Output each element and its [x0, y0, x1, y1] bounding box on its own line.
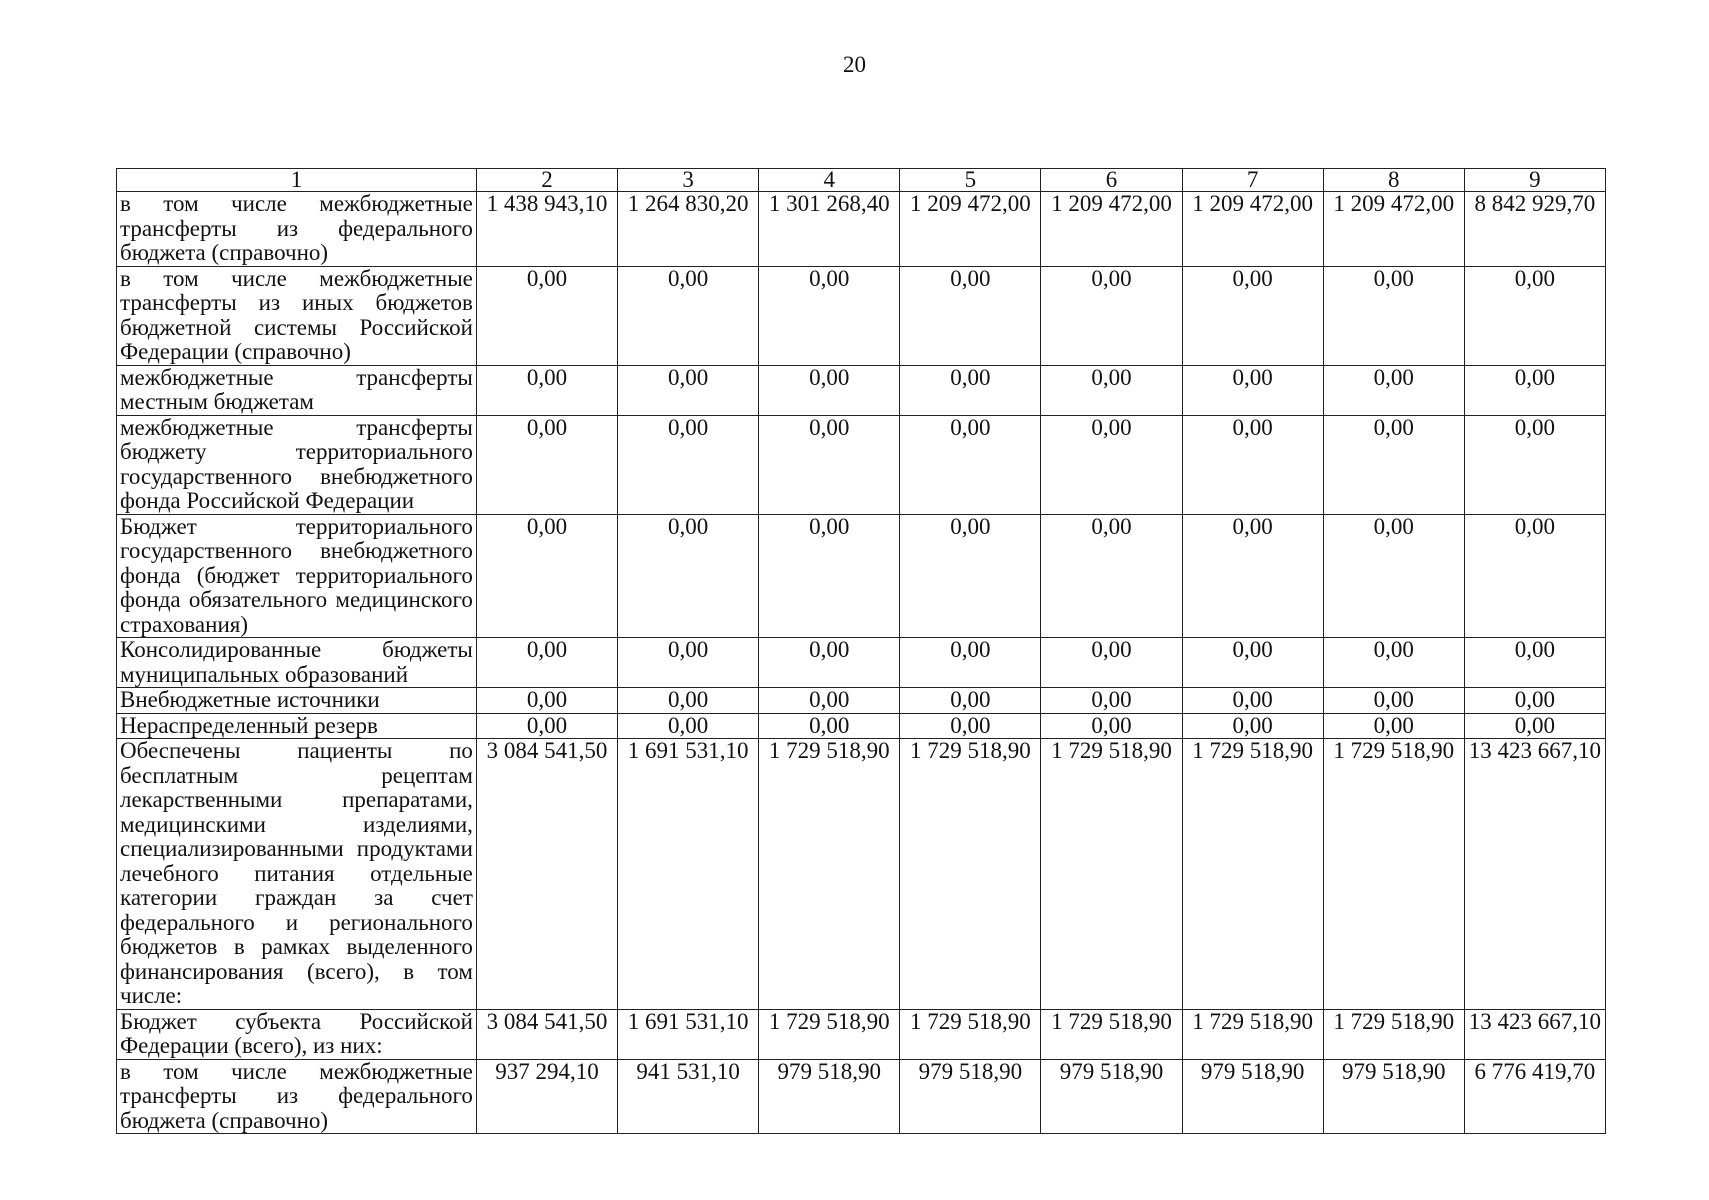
- cell-value: 1 209 472,00: [1182, 192, 1323, 267]
- cell-value: 1 729 518,90: [1041, 739, 1182, 1010]
- cell-value: 8 842 929,70: [1464, 192, 1605, 267]
- cell-value: 0,00: [618, 638, 759, 688]
- cell-value: 0,00: [476, 514, 617, 638]
- cell-value: 1 209 472,00: [1041, 192, 1182, 267]
- cell-value: 941 531,10: [618, 1059, 759, 1134]
- table-row: [117, 192, 1606, 267]
- column-number: 9: [1464, 169, 1605, 192]
- cell-value: 0,00: [476, 266, 617, 365]
- cell-value: 0,00: [1182, 713, 1323, 739]
- cell-value: 0,00: [1041, 713, 1182, 739]
- cell-value: 0,00: [476, 688, 617, 714]
- cell-value: 0,00: [476, 365, 617, 415]
- cell-value: 0,00: [759, 266, 900, 365]
- cell-value: 1 438 943,10: [476, 192, 617, 267]
- cell-value: 0,00: [759, 514, 900, 638]
- row-label: Бюджет субъекта Российской Федерации (всего), из них:: [117, 1009, 477, 1059]
- cell-value: 0,00: [900, 365, 1041, 415]
- cell-value: 0,00: [900, 266, 1041, 365]
- row-label: в том числе межбюджетные трансферты из иных бюджетов бюджетной системы Российской Федерации (справочно): [117, 266, 477, 365]
- cell-value: 979 518,90: [1182, 1059, 1323, 1134]
- cell-value: 0,00: [759, 688, 900, 714]
- cell-value: 0,00: [1182, 688, 1323, 714]
- row-label: в том числе межбюджетные трансферты из федерального бюджета (справочно): [117, 192, 477, 267]
- column-number: 2: [476, 169, 617, 192]
- cell-value: 979 518,90: [900, 1059, 1041, 1134]
- cell-value: 0,00: [1182, 365, 1323, 415]
- cell-value: 1 209 472,00: [900, 192, 1041, 267]
- table-row: [117, 739, 1606, 1010]
- cell-value: 0,00: [1464, 514, 1605, 638]
- cell-value: 0,00: [1182, 266, 1323, 365]
- cell-value: 0,00: [1464, 638, 1605, 688]
- cell-value: 1 729 518,90: [1182, 1009, 1323, 1059]
- table-row: [117, 1059, 1606, 1134]
- row-label: межбюджетные трансферты местным бюджетам: [117, 365, 477, 415]
- row-label: Внебюджетные источники: [117, 688, 477, 714]
- cell-value: 1 301 268,40: [759, 192, 900, 267]
- cell-value: 0,00: [1041, 266, 1182, 365]
- budget-table: [116, 168, 1606, 1134]
- cell-value: 937 294,10: [476, 1059, 617, 1134]
- table-row: [117, 514, 1606, 638]
- cell-value: 0,00: [1323, 713, 1464, 739]
- cell-value: 0,00: [1464, 688, 1605, 714]
- cell-value: 1 691 531,10: [618, 1009, 759, 1059]
- cell-value: 0,00: [900, 415, 1041, 514]
- cell-value: 0,00: [1041, 514, 1182, 638]
- cell-value: 979 518,90: [759, 1059, 900, 1134]
- column-number: 6: [1041, 169, 1182, 192]
- table-row: [117, 415, 1606, 514]
- table-row: [117, 365, 1606, 415]
- cell-value: 0,00: [1041, 365, 1182, 415]
- cell-value: 0,00: [476, 638, 617, 688]
- cell-value: 0,00: [1182, 514, 1323, 638]
- column-number: 1: [117, 169, 477, 192]
- cell-value: 0,00: [1323, 415, 1464, 514]
- cell-value: 979 518,90: [1323, 1059, 1464, 1134]
- row-label: в том числе межбюджетные трансферты из федерального бюджета (справочно): [117, 1059, 477, 1134]
- cell-value: 0,00: [1464, 713, 1605, 739]
- cell-value: 0,00: [1041, 688, 1182, 714]
- table-row: [117, 638, 1606, 688]
- cell-value: 1 729 518,90: [900, 739, 1041, 1010]
- cell-value: 1 729 518,90: [1041, 1009, 1182, 1059]
- cell-value: 0,00: [618, 713, 759, 739]
- cell-value: 1 264 830,20: [618, 192, 759, 267]
- cell-value: 6 776 419,70: [1464, 1059, 1605, 1134]
- cell-value: 0,00: [476, 415, 617, 514]
- cell-value: 979 518,90: [1041, 1059, 1182, 1134]
- column-number-row: [117, 169, 1606, 192]
- cell-value: 1 729 518,90: [900, 1009, 1041, 1059]
- cell-value: 1 691 531,10: [618, 739, 759, 1010]
- table-row: [117, 1009, 1606, 1059]
- column-number: 8: [1323, 169, 1464, 192]
- cell-value: 0,00: [1182, 638, 1323, 688]
- cell-value: 0,00: [759, 415, 900, 514]
- cell-value: 1 209 472,00: [1323, 192, 1464, 267]
- cell-value: 0,00: [759, 365, 900, 415]
- cell-value: 0,00: [1182, 415, 1323, 514]
- cell-value: 0,00: [618, 266, 759, 365]
- cell-value: 1 729 518,90: [1323, 739, 1464, 1010]
- row-label: Нераспределенный резерв: [117, 713, 477, 739]
- cell-value: 0,00: [1323, 638, 1464, 688]
- cell-value: 1 729 518,90: [1323, 1009, 1464, 1059]
- cell-value: 0,00: [1464, 266, 1605, 365]
- cell-value: 0,00: [759, 713, 900, 739]
- cell-value: 0,00: [1041, 638, 1182, 688]
- cell-value: 0,00: [1323, 688, 1464, 714]
- column-number: 4: [759, 169, 900, 192]
- table-row: [117, 266, 1606, 365]
- cell-value: 0,00: [1041, 415, 1182, 514]
- cell-value: 1 729 518,90: [759, 739, 900, 1010]
- column-number: 7: [1182, 169, 1323, 192]
- cell-value: 0,00: [1323, 365, 1464, 415]
- cell-value: 0,00: [900, 638, 1041, 688]
- cell-value: 3 084 541,50: [476, 739, 617, 1010]
- cell-value: 0,00: [476, 713, 617, 739]
- page-number: 20: [843, 52, 866, 77]
- cell-value: 0,00: [1464, 365, 1605, 415]
- column-number: 5: [900, 169, 1041, 192]
- row-label: Обеспечены пациенты по бесплатным рецептам лекарственными препаратами, медицинскими изделиями, специализированными продуктами лечебного питания отдельные категории граждан за счет федерального и регионального бюджетов в рамках выделенного финансирования (всего), в том числе:: [117, 739, 477, 1010]
- cell-value: 0,00: [900, 713, 1041, 739]
- cell-value: 0,00: [759, 638, 900, 688]
- cell-value: 13 423 667,10: [1464, 739, 1605, 1010]
- cell-value: 0,00: [618, 688, 759, 714]
- cell-value: 0,00: [900, 688, 1041, 714]
- cell-value: 0,00: [1464, 415, 1605, 514]
- cell-value: 1 729 518,90: [1182, 739, 1323, 1010]
- row-label: межбюджетные трансферты бюджету территориального государственного внебюджетного фонда Российской Федерации: [117, 415, 477, 514]
- row-label: Консолидированные бюджеты муниципальных образований: [117, 638, 477, 688]
- cell-value: 0,00: [1323, 266, 1464, 365]
- cell-value: 13 423 667,10: [1464, 1009, 1605, 1059]
- cell-value: 0,00: [618, 514, 759, 638]
- cell-value: 3 084 541,50: [476, 1009, 617, 1059]
- cell-value: 0,00: [618, 415, 759, 514]
- table-row: [117, 688, 1606, 714]
- column-number: 3: [618, 169, 759, 192]
- cell-value: 0,00: [900, 514, 1041, 638]
- cell-value: 0,00: [618, 365, 759, 415]
- cell-value: 0,00: [1323, 514, 1464, 638]
- table-row: [117, 713, 1606, 739]
- row-label: Бюджет территориального государственного внебюджетного фонда (бюджет территориального фонда обязательного медицинского страхования): [117, 514, 477, 638]
- cell-value: 1 729 518,90: [759, 1009, 900, 1059]
